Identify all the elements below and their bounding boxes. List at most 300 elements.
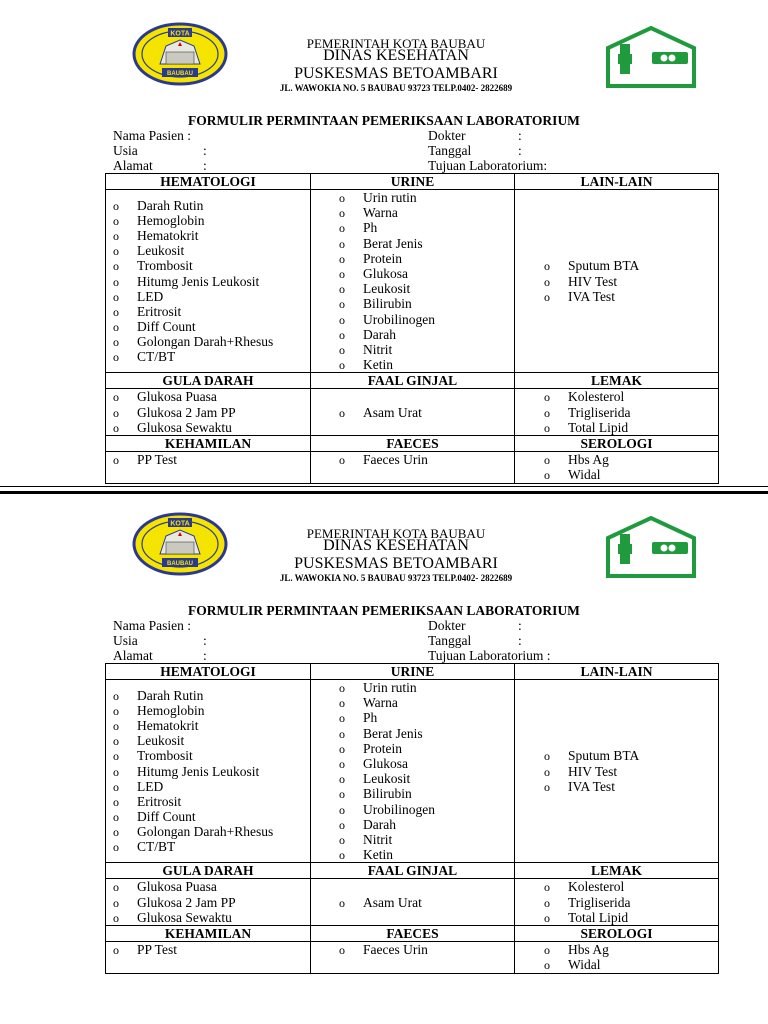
hematologi-checklist-item[interactable] xyxy=(113,289,310,304)
urine-checklist-item[interactable] xyxy=(339,802,514,817)
tanggal-colon: : xyxy=(518,633,522,648)
urine-checklist-item[interactable] xyxy=(339,756,514,771)
checkbox-bullet-icon[interactable]: o xyxy=(113,779,119,794)
faal-ginjal-list xyxy=(339,405,514,420)
serologi-item-label: Widal xyxy=(568,467,601,483)
hematologi-item-label: Darah Rutin xyxy=(137,687,204,703)
serologi-checklist-item[interactable] xyxy=(544,467,718,482)
urine-checklist-item[interactable] xyxy=(339,771,514,786)
checkbox-bullet-icon[interactable]: o xyxy=(339,405,345,420)
lain-checklist-item[interactable] xyxy=(544,764,718,779)
checkbox-bullet-icon[interactable]: o xyxy=(339,696,345,711)
urine-item-label: Urin rutin xyxy=(363,190,417,205)
lemak-checklist-item[interactable] xyxy=(544,910,718,925)
urine-checklist-item[interactable] xyxy=(339,342,514,357)
hematologi-checklist-item[interactable] xyxy=(113,688,310,703)
hematologi-checklist-item[interactable] xyxy=(113,764,310,779)
lain-checklist-item[interactable] xyxy=(544,748,718,763)
lain-checklist-item[interactable] xyxy=(544,779,718,794)
faeces-item-label: Faeces Urin xyxy=(363,942,428,958)
hematologi-item-label: CT/BT xyxy=(137,839,176,855)
checkbox-bullet-icon[interactable]: o xyxy=(339,282,345,297)
hematologi-checklist-item[interactable] xyxy=(113,198,310,213)
hematologi-item-label: Hemoglobin xyxy=(137,212,205,228)
checkbox-bullet-icon[interactable]: o xyxy=(113,244,119,259)
usia-colon: : xyxy=(203,143,207,158)
header-gula-darah: GULA DARAH xyxy=(106,373,311,389)
urine-checklist-item[interactable] xyxy=(339,695,514,710)
label-tanggal: Tanggal xyxy=(428,143,472,158)
lab-request-form xyxy=(0,0,768,490)
lain-item-label: IVA Test xyxy=(568,288,615,304)
checkbox-bullet-icon[interactable]: o xyxy=(113,718,119,733)
gula-checklist-item[interactable] xyxy=(113,405,310,420)
hematologi-item-label: Eritrosit xyxy=(137,793,182,809)
serologi-list xyxy=(544,452,718,482)
puskesmas-logo-icon xyxy=(604,516,698,578)
header-urine: URINE xyxy=(311,664,515,680)
checkbox-bullet-icon[interactable]: o xyxy=(544,420,550,435)
header-gula-darah: GULA DARAH xyxy=(106,863,311,879)
gula-darah-list xyxy=(113,389,310,435)
checkbox-bullet-icon[interactable]: o xyxy=(339,756,345,771)
header-lemak: LEMAK xyxy=(515,373,719,389)
hematologi-item-label: Hemoglobin xyxy=(137,702,205,718)
checkbox-bullet-icon[interactable]: o xyxy=(113,304,119,319)
puskesmas-logo-icon xyxy=(604,26,698,88)
hematologi-item-label: Darah Rutin xyxy=(137,197,204,213)
emblem-text-baubau: BAUBAU xyxy=(167,561,193,567)
gula-item-label: Glukosa Sewaktu xyxy=(137,909,232,925)
label-tujuan-laboratorium: Tujuan Laboratorium : xyxy=(428,648,551,663)
faal-ginjal-list xyxy=(339,895,514,910)
form-title: FORMULIR PERMINTAAN PEMERIKSAAN LABORATORIUM xyxy=(188,603,580,618)
gula-item-label: Glukosa Puasa xyxy=(137,879,217,895)
lemak-item-label: Kolesterol xyxy=(568,879,625,895)
header-government: PEMERINTAH KOTA BAUBAU xyxy=(306,36,486,51)
lain-item-label: Sputum BTA xyxy=(568,748,640,764)
header-serologi: SEROLOGI xyxy=(515,926,719,942)
header-department: DINAS KESEHATAN xyxy=(323,47,469,64)
hematologi-item-label: Golongan Darah+Rhesus xyxy=(137,334,274,350)
lain-lain-list xyxy=(544,748,718,794)
checkbox-bullet-icon[interactable]: o xyxy=(339,266,345,281)
checkbox-bullet-icon[interactable]: o xyxy=(113,420,119,435)
checkbox-bullet-icon[interactable]: o xyxy=(339,297,345,312)
header-address: JL. WAWOKIA NO. 5 BAUBAU 93723 TELP.0402- 2822689 xyxy=(279,573,513,583)
checkbox-bullet-icon[interactable]: o xyxy=(544,405,550,420)
checkbox-bullet-icon[interactable]: o xyxy=(544,468,550,483)
form-title: FORMULIR PERMINTAAN PEMERIKSAAN LABORATORIUM xyxy=(188,113,580,128)
hematologi-item-label: Hematokrit xyxy=(137,717,199,733)
hematologi-item-label: Trombosit xyxy=(137,258,193,274)
kehamilan-item-label: PP Test xyxy=(137,942,177,958)
gula-checklist-item[interactable] xyxy=(113,420,310,435)
lemak-checklist-item[interactable] xyxy=(544,405,718,420)
checkbox-bullet-icon[interactable]: o xyxy=(339,221,345,236)
checkbox-bullet-icon[interactable]: o xyxy=(339,453,345,468)
checkbox-bullet-icon[interactable]: o xyxy=(339,726,345,741)
checkbox-bullet-icon[interactable]: o xyxy=(544,943,550,958)
serologi-checklist-item[interactable] xyxy=(544,452,718,467)
hematologi-checklist-item[interactable] xyxy=(113,779,310,794)
header-faal-ginjal: FAAL GINJAL xyxy=(311,373,515,389)
alamat-colon: : xyxy=(203,648,207,663)
checkbox-bullet-icon[interactable]: o xyxy=(544,259,550,274)
checkbox-bullet-icon[interactable]: o xyxy=(113,764,119,779)
header-lain-lain: LAIN-LAIN xyxy=(515,174,719,190)
checkbox-bullet-icon[interactable]: o xyxy=(339,817,345,832)
urine-checklist-item[interactable] xyxy=(339,741,514,756)
checkbox-bullet-icon[interactable]: o xyxy=(339,943,345,958)
checkbox-bullet-icon[interactable]: o xyxy=(113,198,119,213)
hematologi-checklist-item[interactable] xyxy=(113,839,310,854)
label-dokter: Dokter xyxy=(428,618,466,633)
header-lemak: LEMAK xyxy=(515,863,719,879)
urine-item-label: Ketin xyxy=(363,357,393,373)
checkbox-bullet-icon[interactable]: o xyxy=(339,191,345,205)
checkbox-bullet-icon[interactable]: o xyxy=(113,213,119,228)
serologi-checklist-item[interactable] xyxy=(544,942,718,957)
urine-item-label: Warna xyxy=(363,695,398,711)
urine-item-label: Glukosa xyxy=(363,265,408,281)
test-selection-table xyxy=(105,173,719,484)
faal-checklist-item[interactable] xyxy=(339,895,514,910)
gula-item-label: Glukosa Puasa xyxy=(137,389,217,405)
checkbox-bullet-icon[interactable]: o xyxy=(544,764,550,779)
checkbox-bullet-icon[interactable]: o xyxy=(339,327,345,342)
hematologi-checklist-item[interactable] xyxy=(113,304,310,319)
checkbox-bullet-icon[interactable]: o xyxy=(339,772,345,787)
lemak-item-label: Total Lipid xyxy=(568,909,629,925)
header-serologi: SEROLOGI xyxy=(515,436,719,452)
hematologi-list xyxy=(113,688,310,855)
lemak-item-label: Trigliserida xyxy=(568,404,631,420)
hematologi-item-label: Hitumg Jenis Leukosit xyxy=(137,273,260,289)
checkbox-bullet-icon[interactable]: o xyxy=(339,358,345,373)
gula-item-label: Glukosa Sewaktu xyxy=(137,419,232,435)
checkbox-bullet-icon[interactable]: o xyxy=(544,880,550,895)
urine-checklist-item[interactable] xyxy=(339,786,514,801)
checkbox-bullet-icon[interactable]: o xyxy=(339,741,345,756)
lain-lain-list xyxy=(544,258,718,304)
checkbox-bullet-icon[interactable]: o xyxy=(339,681,345,695)
header-puskesmas: PUSKESMAS BETOAMBARI xyxy=(294,65,498,82)
hematologi-item-label: Eritrosit xyxy=(137,303,182,319)
lemak-item-label: Kolesterol xyxy=(568,389,625,405)
hematologi-item-label: Diff Count xyxy=(137,319,196,335)
usia-colon: : xyxy=(203,633,207,648)
lain-item-label: HIV Test xyxy=(568,763,618,779)
checkbox-bullet-icon[interactable]: o xyxy=(113,289,119,304)
hematologi-checklist-item[interactable] xyxy=(113,243,310,258)
faeces-list xyxy=(339,942,514,957)
lain-checklist-item[interactable] xyxy=(544,274,718,289)
checkbox-bullet-icon[interactable]: o xyxy=(113,688,119,703)
header-faeces: FAECES xyxy=(311,436,515,452)
checkbox-bullet-icon[interactable]: o xyxy=(113,274,119,289)
urine-checklist-item[interactable] xyxy=(339,220,514,235)
checkbox-bullet-icon[interactable]: o xyxy=(544,390,550,405)
checkbox-bullet-icon[interactable]: o xyxy=(113,825,119,840)
hematologi-checklist-item[interactable] xyxy=(113,228,310,243)
urine-item-label: Protein xyxy=(363,250,402,266)
faal-item-label: Asam Urat xyxy=(363,404,422,420)
checkbox-bullet-icon[interactable]: o xyxy=(113,895,119,910)
urine-item-label: Glukosa xyxy=(363,755,408,771)
hematologi-checklist-item[interactable] xyxy=(113,794,310,809)
hematologi-checklist-item[interactable] xyxy=(113,258,310,273)
gula-checklist-item[interactable] xyxy=(113,389,310,404)
urine-checklist-item[interactable] xyxy=(339,726,514,741)
hematologi-checklist-item[interactable] xyxy=(113,334,310,349)
header-faeces: FAECES xyxy=(311,926,515,942)
lain-item-label: Sputum BTA xyxy=(568,258,640,274)
urine-checklist-item[interactable] xyxy=(339,266,514,281)
serologi-item-label: Widal xyxy=(568,957,601,973)
urine-item-label: Darah xyxy=(363,816,396,832)
hematologi-checklist-item[interactable] xyxy=(113,349,310,364)
header-department: DINAS KESEHATAN xyxy=(323,537,469,554)
urine-checklist-item[interactable] xyxy=(339,296,514,311)
checkbox-bullet-icon[interactable]: o xyxy=(113,840,119,855)
urine-item-label: Nitrit xyxy=(363,341,393,357)
header-government: PEMERINTAH KOTA BAUBAU xyxy=(306,526,486,541)
urine-item-label: Urin rutin xyxy=(363,680,417,695)
urine-checklist-item[interactable] xyxy=(339,251,514,266)
hematologi-checklist-item[interactable] xyxy=(113,718,310,733)
checkbox-bullet-icon[interactable]: o xyxy=(544,958,550,973)
label-nama-pasien: Nama Pasien : xyxy=(113,128,191,143)
faal-item-label: Asam Urat xyxy=(363,894,422,910)
urine-item-label: Bilirubin xyxy=(363,786,412,802)
section-divider-thin xyxy=(0,486,768,487)
urine-checklist-item[interactable] xyxy=(339,710,514,725)
urine-item-label: Leukosit xyxy=(363,771,411,787)
urine-item-label: Darah xyxy=(363,326,396,342)
lemak-list xyxy=(544,389,718,435)
serologi-item-label: Hbs Ag xyxy=(568,942,609,958)
hematologi-list xyxy=(113,198,310,365)
header-urine: URINE xyxy=(311,174,515,190)
hematologi-item-label: Golongan Darah+Rhesus xyxy=(137,824,274,840)
lemak-list xyxy=(544,879,718,925)
checkbox-bullet-icon[interactable]: o xyxy=(544,749,550,764)
urine-item-label: Urobilinogen xyxy=(363,311,435,327)
gula-item-label: Glukosa 2 Jam PP xyxy=(137,894,236,910)
hematologi-checklist-item[interactable] xyxy=(113,274,310,289)
checkbox-bullet-icon[interactable]: o xyxy=(339,802,345,817)
urine-checklist-item[interactable] xyxy=(339,312,514,327)
urine-list xyxy=(339,190,514,372)
urine-item-label: Warna xyxy=(363,205,398,221)
urine-item-label: Berat Jenis xyxy=(363,235,423,251)
dokter-colon: : xyxy=(518,618,522,633)
urine-item-label: Ph xyxy=(363,220,378,236)
checkbox-bullet-icon[interactable]: o xyxy=(113,390,119,405)
checkbox-bullet-icon[interactable]: o xyxy=(544,453,550,468)
checkbox-bullet-icon[interactable]: o xyxy=(339,251,345,266)
urine-checklist-item[interactable] xyxy=(339,817,514,832)
label-alamat: Alamat xyxy=(113,648,153,663)
hematologi-item-label: Leukosit xyxy=(137,733,185,749)
alamat-colon: : xyxy=(203,158,207,173)
checkbox-bullet-icon[interactable]: o xyxy=(339,206,345,221)
hematologi-item-label: Hitumg Jenis Leukosit xyxy=(137,763,260,779)
label-nama-pasien: Nama Pasien : xyxy=(113,618,191,633)
checkbox-bullet-icon[interactable]: o xyxy=(339,787,345,802)
header-faal-ginjal: FAAL GINJAL xyxy=(311,863,515,879)
urine-item-label: Ketin xyxy=(363,847,393,863)
hematologi-checklist-item[interactable] xyxy=(113,809,310,824)
urine-checklist-item[interactable] xyxy=(339,357,514,372)
checkbox-bullet-icon[interactable]: o xyxy=(544,274,550,289)
checkbox-bullet-icon[interactable]: o xyxy=(113,320,119,335)
checkbox-bullet-icon[interactable]: o xyxy=(544,910,550,925)
urine-item-label: Ph xyxy=(363,710,378,726)
label-tanggal: Tanggal xyxy=(428,633,472,648)
hematologi-checklist-item[interactable] xyxy=(113,319,310,334)
checkbox-bullet-icon[interactable]: o xyxy=(113,259,119,274)
urine-item-label: Berat Jenis xyxy=(363,725,423,741)
serologi-checklist-item[interactable] xyxy=(544,957,718,972)
emblem-text-kota: KOTA xyxy=(170,30,190,38)
checkbox-bullet-icon[interactable]: o xyxy=(113,703,119,718)
checkbox-bullet-icon[interactable]: o xyxy=(113,228,119,243)
section-divider-thick xyxy=(0,491,768,494)
hematologi-item-label: Trombosit xyxy=(137,748,193,764)
header-kehamilan: KEHAMILAN xyxy=(106,436,311,452)
label-alamat: Alamat xyxy=(113,158,153,173)
header-kehamilan: KEHAMILAN xyxy=(106,926,311,942)
checkbox-bullet-icon[interactable]: o xyxy=(339,895,345,910)
checkbox-bullet-icon[interactable]: o xyxy=(113,810,119,825)
checkbox-bullet-icon[interactable]: o xyxy=(113,734,119,749)
checkbox-bullet-icon[interactable]: o xyxy=(339,848,345,863)
checkbox-bullet-icon[interactable]: o xyxy=(113,350,119,365)
urine-checklist-item[interactable] xyxy=(339,190,514,205)
lemak-checklist-item[interactable] xyxy=(544,420,718,435)
checkbox-bullet-icon[interactable]: o xyxy=(113,335,119,350)
checkbox-bullet-icon[interactable]: o xyxy=(339,342,345,357)
faeces-list xyxy=(339,452,514,467)
checkbox-bullet-icon[interactable]: o xyxy=(544,289,550,304)
urine-list xyxy=(339,680,514,862)
checkbox-bullet-icon[interactable]: o xyxy=(113,794,119,809)
faal-checklist-item[interactable] xyxy=(339,405,514,420)
lemak-checklist-item[interactable] xyxy=(544,389,718,404)
checkbox-bullet-icon[interactable]: o xyxy=(113,910,119,925)
emblem-text-baubau: BAUBAU xyxy=(167,71,193,77)
checkbox-bullet-icon[interactable]: o xyxy=(339,711,345,726)
lemak-checklist-item[interactable] xyxy=(544,895,718,910)
kehamilan-list xyxy=(113,942,310,957)
kehamilan-checklist-item[interactable] xyxy=(113,942,310,957)
urine-checklist-item[interactable] xyxy=(339,680,514,695)
hematologi-checklist-item[interactable] xyxy=(113,748,310,763)
urine-checklist-item[interactable] xyxy=(339,205,514,220)
checkbox-bullet-icon[interactable]: o xyxy=(113,405,119,420)
label-usia: Usia xyxy=(113,633,138,648)
lemak-item-label: Total Lipid xyxy=(568,419,629,435)
kehamilan-list xyxy=(113,452,310,467)
header-puskesmas: PUSKESMAS BETOAMBARI xyxy=(294,555,498,572)
urine-item-label: Bilirubin xyxy=(363,296,412,312)
faeces-checklist-item[interactable] xyxy=(339,942,514,957)
kehamilan-checklist-item[interactable] xyxy=(113,452,310,467)
urine-checklist-item[interactable] xyxy=(339,832,514,847)
checkbox-bullet-icon[interactable]: o xyxy=(113,453,119,468)
urine-checklist-item[interactable] xyxy=(339,327,514,342)
hematologi-checklist-item[interactable] xyxy=(113,213,310,228)
faeces-checklist-item[interactable] xyxy=(339,452,514,467)
header-address: JL. WAWOKIA NO. 5 BAUBAU 93723 TELP.0402- 2822689 xyxy=(279,83,513,93)
hematologi-item-label: Hematokrit xyxy=(137,227,199,243)
gula-darah-list xyxy=(113,879,310,925)
label-tujuan-laboratorium: Tujuan Laboratorium: xyxy=(428,158,548,173)
hematologi-checklist-item[interactable] xyxy=(113,733,310,748)
hematologi-item-label: CT/BT xyxy=(137,349,176,365)
lain-item-label: HIV Test xyxy=(568,273,618,289)
gula-item-label: Glukosa 2 Jam PP xyxy=(137,404,236,420)
checkbox-bullet-icon[interactable]: o xyxy=(113,943,119,958)
checkbox-bullet-icon[interactable]: o xyxy=(113,749,119,764)
dokter-colon: : xyxy=(518,128,522,143)
checkbox-bullet-icon[interactable]: o xyxy=(544,779,550,794)
urine-checklist-item[interactable] xyxy=(339,281,514,296)
urine-checklist-item[interactable] xyxy=(339,847,514,862)
hematologi-item-label: Leukosit xyxy=(137,243,185,259)
urine-item-label: Nitrit xyxy=(363,831,393,847)
checkbox-bullet-icon[interactable]: o xyxy=(339,312,345,327)
kehamilan-item-label: PP Test xyxy=(137,452,177,468)
hematologi-item-label: LED xyxy=(137,288,164,304)
gula-checklist-item[interactable] xyxy=(113,895,310,910)
urine-item-label: Urobilinogen xyxy=(363,801,435,817)
faeces-item-label: Faeces Urin xyxy=(363,452,428,468)
checkbox-bullet-icon[interactable]: o xyxy=(339,236,345,251)
lemak-checklist-item[interactable] xyxy=(544,879,718,894)
checkbox-bullet-icon[interactable]: o xyxy=(113,880,119,895)
label-usia: Usia xyxy=(113,143,138,158)
header-hematologi: HEMATOLOGI xyxy=(106,174,311,190)
hematologi-checklist-item[interactable] xyxy=(113,824,310,839)
urine-checklist-item[interactable] xyxy=(339,236,514,251)
tanggal-colon: : xyxy=(518,143,522,158)
checkbox-bullet-icon[interactable]: o xyxy=(339,832,345,847)
urine-item-label: Leukosit xyxy=(363,281,411,297)
hematologi-item-label: Diff Count xyxy=(137,809,196,825)
lemak-item-label: Trigliserida xyxy=(568,894,631,910)
gula-checklist-item[interactable] xyxy=(113,879,310,894)
emblem-text-kota: KOTA xyxy=(170,520,190,528)
checkbox-bullet-icon[interactable]: o xyxy=(544,895,550,910)
serologi-list xyxy=(544,942,718,972)
lain-item-label: IVA Test xyxy=(568,778,615,794)
lain-checklist-item[interactable] xyxy=(544,289,718,304)
lain-checklist-item[interactable] xyxy=(544,258,718,273)
serologi-item-label: Hbs Ag xyxy=(568,452,609,468)
header-lain-lain: LAIN-LAIN xyxy=(515,664,719,680)
hematologi-checklist-item[interactable] xyxy=(113,703,310,718)
gula-checklist-item[interactable] xyxy=(113,910,310,925)
label-dokter: Dokter xyxy=(428,128,466,143)
urine-item-label: Protein xyxy=(363,740,402,756)
test-selection-table xyxy=(105,663,719,974)
header-hematologi: HEMATOLOGI xyxy=(106,664,311,680)
lab-request-form xyxy=(0,490,768,980)
hematologi-item-label: LED xyxy=(137,778,164,794)
